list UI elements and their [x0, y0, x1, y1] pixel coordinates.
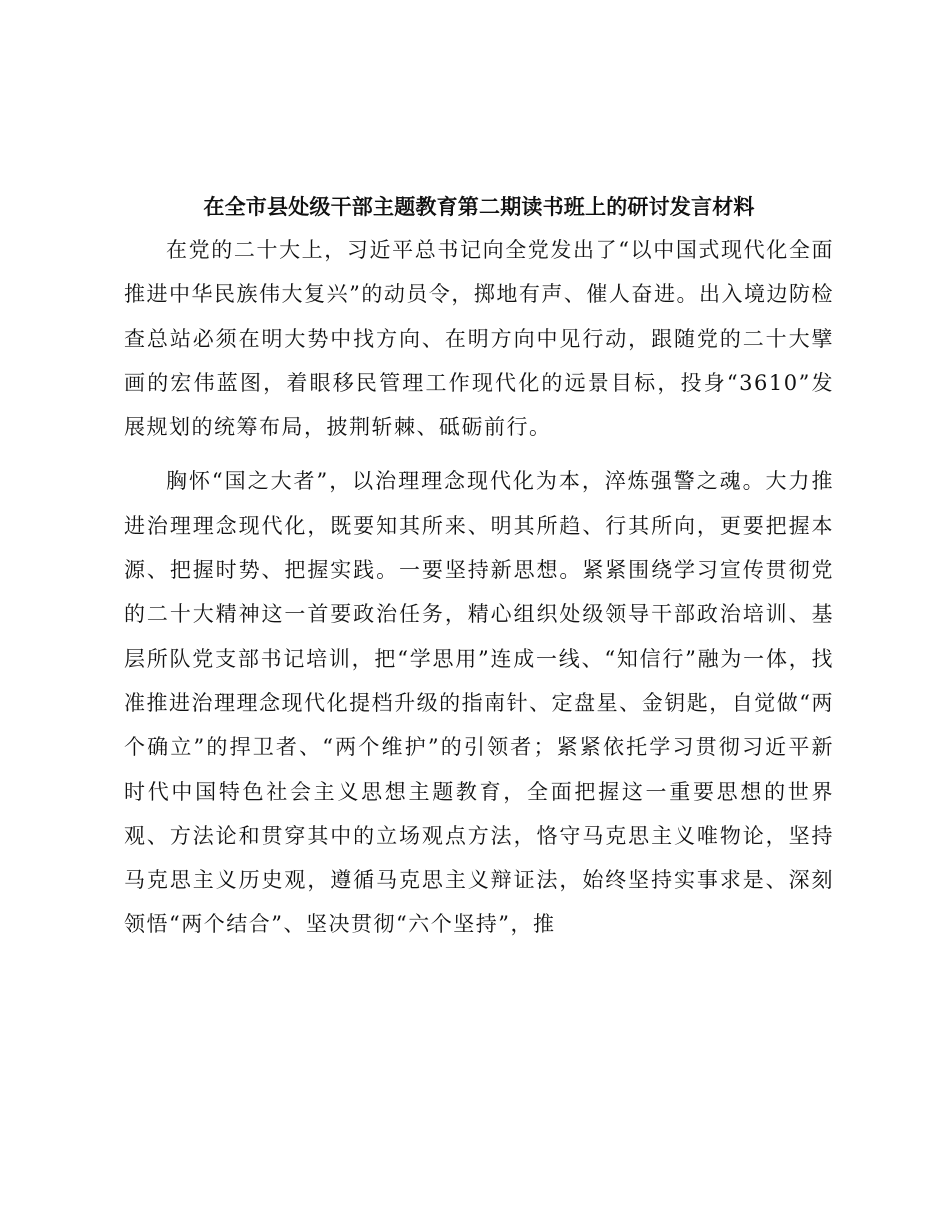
paragraph-governance-philosophy: 胸怀“国之大者”，以治理理念现代化为本，淬炼强警之魂。大力推进治理理念现代化，既要知其所来、明其所趋、行其所向，更要把握本源、把握时势、把握实践。一要坚持新思想。紧紧围绕学习宣传贯彻党的二十大精神这一首要政治任务，精心组织处级领导干部政治培训、基层所队党支部书记培训，把“学思用”连成一线、“知信行”融为一体，找准推进治理理念现代化提档升级的指南针、定盘星、金钥匙，自觉做“两个确立”的捍卫者、“两个维护”的引领者；紧紧依托学习贯彻习近平新时代中国特色社会主义思想主题教育，全面把握这一重要思想的世界观、方法论和贯穿其中的立场观点方法，恪守马克思主义唯物论，坚持马克思主义历史观，遵循马克思主义辩证法，始终坚持实事求是、深刻领悟“两个结合”、坚决贯彻“六个坚持”，推	[124, 469, 834, 937]
document-title: 在全市县处级干部主题教育第二期读书班上的研讨发言材料	[203, 194, 755, 219]
document-page	[124, 190, 834, 947]
paragraph-intro: 在党的二十大上，习近平总书记向全党发出了“以中国式现代化全面推进中华民族伟大复兴”的动员令，掷地有声、催人奋进。出入境边防检查总站必须在明大势中找方向、在明方向中见行动，跟随党的二十大擘画的宏伟蓝图，着眼移民管理工作现代化的远景目标，投身“3610”发展规划的统筹布局，披荆斩棘、砥砺前行。	[124, 238, 834, 440]
